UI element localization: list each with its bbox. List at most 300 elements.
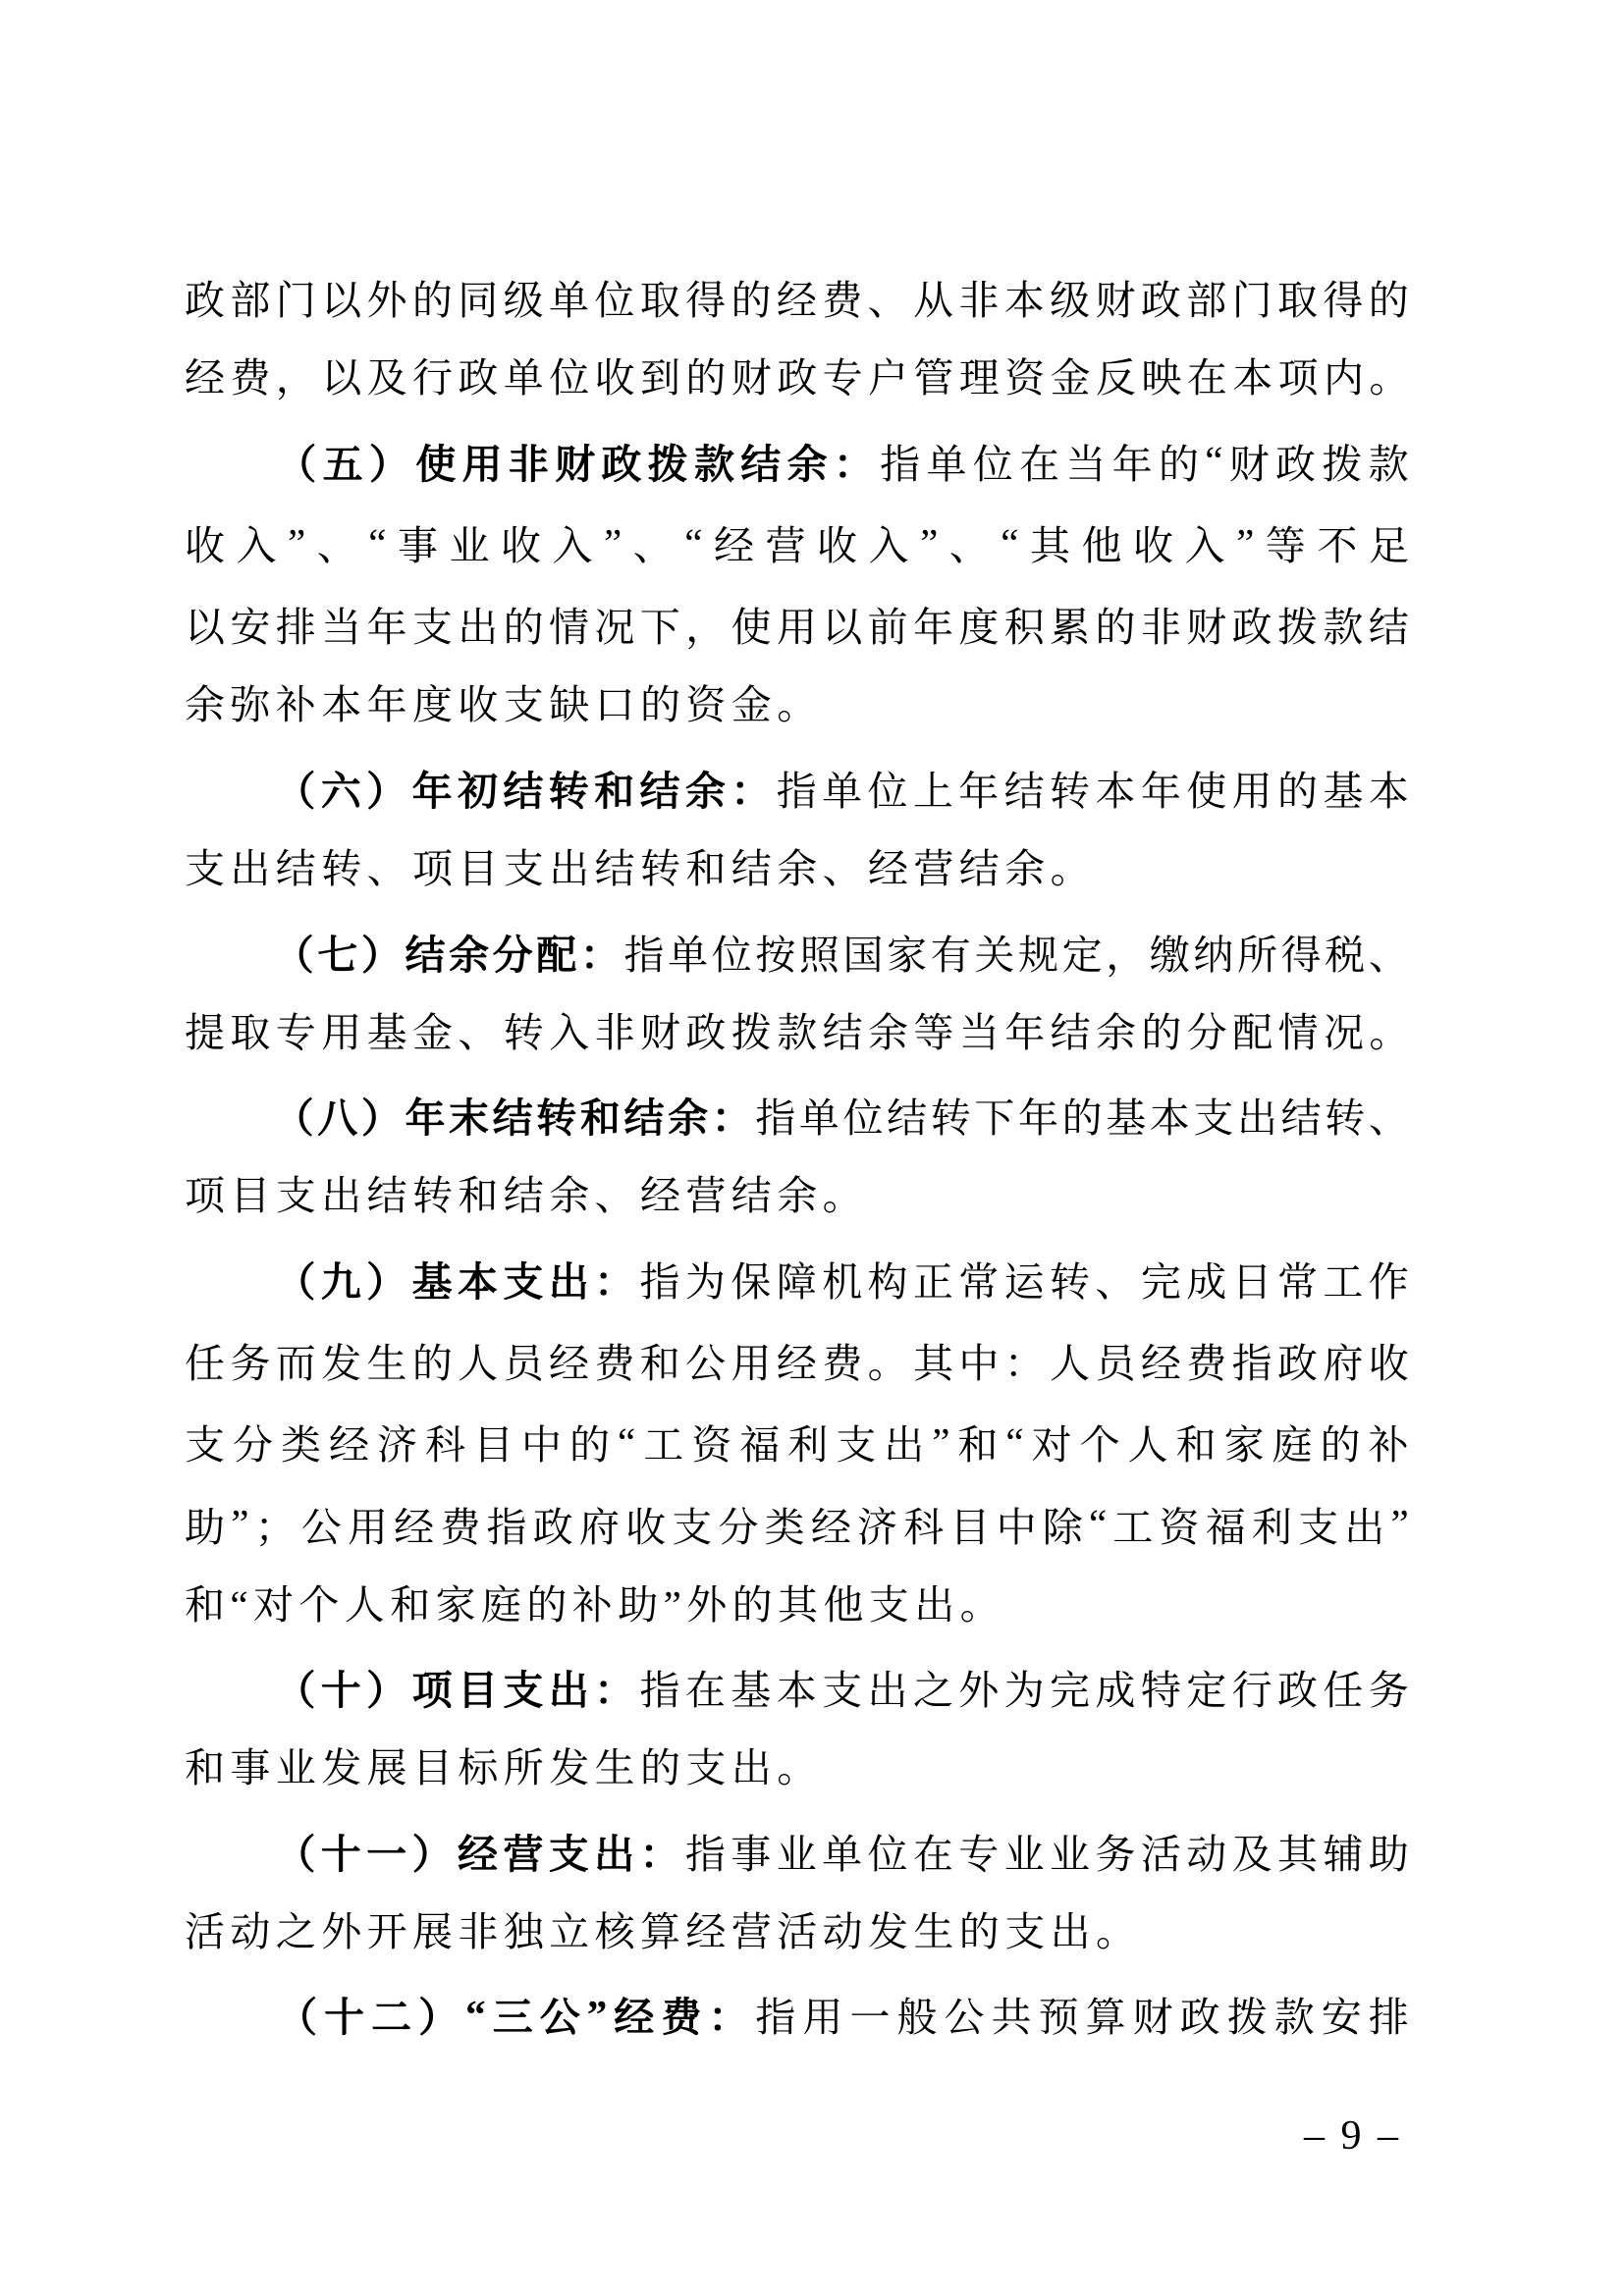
body-text: 安 <box>1321 1995 1362 2041</box>
body-text: 成 <box>1095 1668 1136 1714</box>
body-text: 费 <box>1186 1341 1227 1386</box>
body-text: 年 <box>958 768 1000 814</box>
text-line <box>185 910 1409 991</box>
body-text: 财 <box>1186 605 1227 651</box>
heading-text: ） <box>411 1831 453 1877</box>
text-line <box>185 1646 1409 1728</box>
body-text: 经 <box>776 1341 817 1386</box>
heading-text: ） <box>368 441 409 487</box>
body-text: 、 <box>1095 1258 1136 1305</box>
heading-text: 余 <box>684 768 726 814</box>
body-text: 和事业发展目标所发生的支出。 <box>185 1745 823 1791</box>
heading-text: 结 <box>503 768 544 814</box>
body-text: 关 <box>974 932 1015 978</box>
body-text: 出 <box>458 605 499 651</box>
body-text: 资 <box>1159 1504 1200 1550</box>
body-text: 的 <box>1320 1422 1361 1468</box>
text-line <box>185 1565 1409 1646</box>
body-text: 活动之外开展非独立核算经营活动发生的支出。 <box>185 1908 1142 1954</box>
heading-text: 余 <box>449 932 490 978</box>
heading-text: ） <box>366 768 407 814</box>
body-text: 得 <box>1280 932 1322 978</box>
body-text: 中 <box>996 1504 1037 1550</box>
body-text: “ <box>684 519 703 565</box>
body-text: 前 <box>867 605 908 651</box>
body-text: 科 <box>425 1422 465 1468</box>
body-text: 为 <box>1003 1668 1045 1714</box>
body-text: 提取专用基金、转入非财政拨款结余等当年结余的分配情况。 <box>185 1009 1415 1055</box>
text-line <box>185 747 1409 828</box>
heading-text: 经 <box>457 1831 498 1877</box>
body-text: 结 <box>887 1095 928 1142</box>
heading-text: 转 <box>548 768 589 814</box>
body-text: 支 <box>836 1422 877 1468</box>
body-text: 福 <box>739 1422 781 1468</box>
body-text: 员 <box>1095 1341 1136 1386</box>
body-text: 拨 <box>1226 1995 1268 2041</box>
body-text: 、 <box>867 278 908 324</box>
body-text: 支出结转、项目支出结转和结余、经营结余。 <box>185 846 1096 892</box>
body-text: “ <box>618 1418 636 1465</box>
body-text: 外 <box>366 278 407 324</box>
heading-text: 二 <box>371 1995 412 2041</box>
body-text: 在 <box>1019 441 1060 487</box>
heading-text: 费 <box>661 1995 702 2041</box>
body-text: 共 <box>991 1995 1032 2041</box>
body-text: 本 <box>776 1668 817 1714</box>
body-text: 收 <box>185 523 225 569</box>
heading-text: 初 <box>457 768 498 814</box>
heading-text: （ <box>273 932 314 978</box>
heading-text: 八 <box>317 1095 358 1142</box>
body-text: 年 <box>913 605 953 651</box>
body-text: 年 <box>1140 768 1181 814</box>
body-text: 支 <box>672 1504 713 1550</box>
body-text: 经 <box>714 523 754 569</box>
text-line <box>185 1319 1409 1401</box>
body-text: 工 <box>1112 1504 1154 1550</box>
body-text: 经 <box>776 278 817 324</box>
text-line <box>185 1728 1409 1809</box>
heading-text: 出 <box>548 1258 589 1305</box>
text-line <box>185 1401 1409 1482</box>
body-text: 收 <box>501 523 542 569</box>
body-text: 足 <box>1368 523 1409 569</box>
body-text: 成 <box>1186 1258 1227 1305</box>
body-text: 类 <box>281 1422 321 1468</box>
body-text: 费 <box>822 278 863 324</box>
heading-text: 配 <box>536 932 577 978</box>
body-text: 的 <box>503 605 544 651</box>
body-text: 费 <box>440 1504 481 1550</box>
body-text: “ <box>368 519 387 565</box>
heading-text: ： <box>833 441 874 487</box>
heading-text: 本 <box>457 1258 498 1305</box>
body-text: 作 <box>1368 1258 1409 1305</box>
body-text: 算 <box>1085 1995 1126 2041</box>
body-text: 纳 <box>1193 932 1234 978</box>
paragraph-indent <box>185 460 270 461</box>
body-text: 业 <box>449 523 490 569</box>
body-text: 障 <box>776 1258 817 1305</box>
body-text: 按 <box>755 932 796 978</box>
body-text: 、 <box>1368 932 1409 978</box>
body-text: 、 <box>1368 1095 1409 1142</box>
body-text: ； <box>254 1504 296 1550</box>
body-text: 位 <box>594 278 635 324</box>
body-text: 排 <box>1368 1995 1409 2041</box>
heading-text: （ <box>275 1258 316 1305</box>
body-text: 出 <box>1344 1504 1385 1550</box>
body-text: 的 <box>569 1422 610 1468</box>
body-text: 运 <box>1003 1258 1045 1305</box>
body-text: 人 <box>458 1341 499 1386</box>
body-text: 营 <box>765 523 806 569</box>
body-text: 支 <box>1193 1095 1234 1142</box>
body-text: 、 <box>316 523 357 569</box>
text-line <box>185 502 1409 583</box>
body-text: 度 <box>958 605 1000 651</box>
body-text: 本 <box>1368 768 1409 814</box>
body-text: 府 <box>1323 1341 1364 1386</box>
body-text: 结 <box>1280 1095 1322 1142</box>
body-text: 、 <box>948 523 990 569</box>
heading-text: ） <box>366 1258 407 1305</box>
heading-text: 三 <box>492 1995 533 2041</box>
body-text: 从 <box>913 278 953 324</box>
body-text: 指 <box>639 1668 680 1714</box>
body-text: 在 <box>912 1831 953 1877</box>
body-text: 入 <box>1184 523 1225 569</box>
heading-text: 年 <box>411 768 453 814</box>
body-text: 一 <box>849 1995 891 2041</box>
body-text: 特 <box>1140 1668 1181 1714</box>
paragraph-indent <box>185 787 270 788</box>
body-text: 非 <box>1140 605 1181 651</box>
body-text: 不 <box>1317 523 1358 569</box>
heading-text: ： <box>594 1258 635 1305</box>
body-text: 费 <box>822 1341 863 1386</box>
heading-text: 结 <box>639 768 680 814</box>
body-text: 分 <box>233 1422 273 1468</box>
body-text: 发 <box>321 1341 362 1386</box>
body-text: 其 <box>1276 1831 1318 1877</box>
body-text: 用 <box>731 1341 772 1386</box>
heading-text: 五 <box>322 441 363 487</box>
text-line <box>185 1238 1409 1319</box>
body-text: 和 <box>639 1341 680 1386</box>
paragraph-indent <box>185 1278 270 1279</box>
body-text: 得 <box>1323 278 1364 324</box>
body-text: 行 <box>1231 1668 1272 1714</box>
body-text: 中 <box>958 1341 1000 1386</box>
body-text: 款 <box>1368 441 1409 487</box>
body-text: 和 <box>1175 1422 1217 1468</box>
heading-text: 支 <box>503 1258 544 1305</box>
heading-text: 出 <box>594 1831 635 1877</box>
heading-text: 非 <box>508 441 549 487</box>
body-text: 经费，以及行政单位收到的财政专户管理资金反映在本项内。 <box>185 355 1415 401</box>
body-text: 以 <box>822 605 863 651</box>
body-text: 活 <box>1140 1831 1181 1877</box>
body-text: 基 <box>1323 768 1364 814</box>
body-text: 政 <box>185 278 225 324</box>
body-text: 位 <box>867 768 908 814</box>
body-text: 定 <box>1186 1668 1227 1714</box>
body-text: 费 <box>594 1341 635 1386</box>
body-text: 政 <box>1231 605 1272 651</box>
heading-text: 政 <box>601 441 642 487</box>
body-text: 收 <box>1368 1341 1409 1386</box>
body-text: 及 <box>1231 1831 1272 1877</box>
body-text: 常 <box>1276 1258 1318 1305</box>
body-text: 务 <box>1368 1668 1409 1714</box>
text-line <box>185 583 1409 665</box>
text-line <box>185 338 1415 419</box>
heading-text: 和 <box>594 768 635 814</box>
body-text: 构 <box>867 1258 908 1305</box>
body-text: ， <box>1106 932 1147 978</box>
body-text: “ <box>1005 1418 1024 1465</box>
body-text: 出 <box>884 1422 925 1468</box>
body-text: 单 <box>798 1095 839 1142</box>
body-text: 等 <box>1265 523 1306 569</box>
page-number: – 9 – <box>1304 2113 1401 2159</box>
body-text: 员 <box>503 1341 544 1386</box>
body-text: 济 <box>857 1504 898 1550</box>
body-text: 单 <box>549 278 589 324</box>
body-text: 位 <box>972 441 1013 487</box>
heading-text: 末 <box>449 1095 490 1142</box>
heading-text: （ <box>273 1095 314 1142</box>
body-text: 指 <box>684 1831 726 1877</box>
body-text: 目 <box>949 1504 991 1550</box>
body-text: 中 <box>521 1422 562 1468</box>
heading-text: ： <box>731 768 772 814</box>
body-text: 使 <box>731 605 772 651</box>
body-text: 助 <box>185 1504 225 1550</box>
heading-text: （ <box>276 441 317 487</box>
body-text: 动 <box>1186 1831 1227 1877</box>
body-text: 支 <box>411 605 453 651</box>
body-text: 拨 <box>1277 605 1318 651</box>
body-text: 用 <box>347 1504 388 1550</box>
body-text: 转 <box>1050 1258 1091 1305</box>
body-text: 政 <box>532 1504 573 1550</box>
body-text: 正 <box>912 1258 953 1305</box>
body-text: 机 <box>822 1258 863 1305</box>
body-text: 政 <box>1275 441 1317 487</box>
body-text: 收 <box>1133 523 1174 569</box>
body-text: 本 <box>1095 768 1136 814</box>
body-text: 指 <box>776 768 817 814</box>
heading-text: ： <box>579 932 621 978</box>
body-text: 的 <box>1158 441 1199 487</box>
heading-text: 拨 <box>647 441 688 487</box>
body-text: 人 <box>1050 1341 1091 1386</box>
body-text: 工 <box>1323 1258 1364 1305</box>
heading-text: 财 <box>555 441 596 487</box>
body-text: 而 <box>275 1341 316 1386</box>
heading-text: ） <box>418 1995 460 2041</box>
body-text: 预 <box>1038 1995 1079 2041</box>
text-line <box>185 256 1409 338</box>
body-text: 年 <box>366 605 407 651</box>
body-text: 收 <box>817 523 858 569</box>
body-text: 以 <box>321 278 362 324</box>
body-text: 和“对个人和家庭的补助”外的其他支出。 <box>185 1581 1005 1628</box>
body-text: 指 <box>755 1095 796 1142</box>
body-text: 工 <box>643 1422 684 1468</box>
body-text: 的 <box>411 1341 453 1386</box>
body-text: 转 <box>1050 768 1091 814</box>
body-text: 务 <box>1095 1831 1136 1877</box>
body-text: 家 <box>1223 1422 1265 1468</box>
body-text: ” <box>231 1501 249 1547</box>
body-text: 门 <box>275 278 316 324</box>
body-text: 人 <box>1127 1422 1168 1468</box>
body-text: 的 <box>411 278 453 324</box>
heading-text: 七 <box>317 932 358 978</box>
body-text: “ <box>1001 519 1019 565</box>
body-text: 。 <box>867 1341 908 1386</box>
text-line <box>185 1810 1409 1892</box>
body-text: 单 <box>668 932 709 978</box>
body-text: 级 <box>503 278 544 324</box>
body-text: ， <box>685 605 727 651</box>
body-text: 用 <box>776 605 817 651</box>
body-text: 、 <box>632 523 674 569</box>
body-text: 同 <box>458 278 499 324</box>
body-text: 政 <box>1276 1668 1318 1714</box>
body-text: 任 <box>185 1341 225 1386</box>
body-text: 入 <box>236 523 277 569</box>
heading-text: 使 <box>415 441 457 487</box>
body-text: 本 <box>1003 278 1045 324</box>
body-text: 用 <box>802 1995 843 2041</box>
body-text: 类 <box>764 1504 805 1550</box>
body-text: “ <box>1205 438 1223 484</box>
body-text: 和 <box>957 1422 999 1468</box>
body-text: 公 <box>685 1341 727 1386</box>
body-text: 排 <box>275 605 316 651</box>
body-text: 安 <box>230 605 271 651</box>
body-text: 拨 <box>1322 441 1363 487</box>
body-text: 分 <box>718 1504 759 1550</box>
body-text: 完 <box>1050 1668 1091 1714</box>
heading-text: “ <box>465 1991 486 2037</box>
text-line <box>185 1074 1409 1155</box>
body-text: 取 <box>1277 278 1318 324</box>
body-text: 位 <box>867 1831 908 1877</box>
heading-text: 用 <box>461 441 503 487</box>
body-text: 财 <box>1095 278 1136 324</box>
heading-text: （ <box>275 1831 316 1877</box>
heading-text: （ <box>275 768 316 814</box>
heading-text: 十 <box>320 1831 361 1877</box>
body-text: 业 <box>776 1831 817 1877</box>
body-text: 当 <box>1065 441 1107 487</box>
heading-text: 结 <box>623 1095 665 1142</box>
body-text: 位 <box>842 1095 884 1142</box>
body-text: 生 <box>366 1341 407 1386</box>
body-text: 务 <box>230 1341 271 1386</box>
body-text: 个 <box>1079 1422 1120 1468</box>
body-text: 之 <box>912 1668 953 1714</box>
body-text: 指 <box>486 1504 527 1550</box>
body-text: 经 <box>810 1504 851 1550</box>
body-text: 年 <box>1017 1095 1058 1142</box>
body-text: 家 <box>887 932 928 978</box>
body-text: ” <box>932 1418 950 1465</box>
body-text: 外 <box>958 1668 1000 1714</box>
body-text: 累 <box>1050 605 1091 651</box>
heading-text: 出 <box>548 1668 589 1714</box>
heading-text: ” <box>586 1991 608 2037</box>
body-text: 除 <box>1042 1504 1083 1550</box>
heading-text: 十 <box>324 1995 365 2041</box>
body-text: 支 <box>1298 1504 1339 1550</box>
body-text: 支 <box>822 1668 863 1714</box>
heading-text: （ <box>277 1995 318 2041</box>
body-text: 公 <box>300 1504 342 1550</box>
body-text: 出 <box>867 1668 908 1714</box>
text-line <box>185 1973 1409 2055</box>
body-text: 定 <box>1061 932 1103 978</box>
heading-text: ： <box>708 1995 749 2041</box>
body-text: 完 <box>1140 1258 1181 1305</box>
heading-text: 基 <box>411 1258 453 1305</box>
body-text: 财 <box>1228 441 1270 487</box>
body-text: 位 <box>711 932 752 978</box>
body-text: 助 <box>1368 1831 1409 1877</box>
body-text: 为 <box>684 1258 726 1305</box>
body-text: 政 <box>1140 278 1181 324</box>
body-text: ： <box>1003 1341 1045 1386</box>
body-text: 用 <box>1231 768 1272 814</box>
body-text: 收 <box>625 1504 667 1550</box>
body-text: 余弥补本年度收支缺口的资金。 <box>185 682 823 728</box>
heading-text: 支 <box>503 1668 544 1714</box>
body-text: 府 <box>578 1504 620 1550</box>
body-text: 保 <box>731 1258 772 1305</box>
body-text: 指 <box>1231 1341 1272 1386</box>
body-text: 经 <box>329 1422 369 1468</box>
body-text: 单 <box>926 441 967 487</box>
body-text: 当 <box>321 605 362 651</box>
body-text: 辅 <box>1323 1831 1364 1877</box>
body-text: 项目支出结转和结余、经营结余。 <box>185 1173 868 1219</box>
paragraph-indent <box>185 951 270 952</box>
heading-text: 转 <box>536 1095 577 1142</box>
body-text: 事 <box>731 1831 772 1877</box>
text-line <box>185 1155 1409 1237</box>
paragraph-indent <box>185 1850 270 1851</box>
text-line <box>185 828 1409 910</box>
body-text: 况 <box>594 605 635 651</box>
body-text: 入 <box>868 523 909 569</box>
document-lines <box>185 256 1415 2056</box>
body-text: 补 <box>1368 1422 1409 1468</box>
body-text: 税 <box>1325 932 1366 978</box>
paragraph-indent <box>185 2013 270 2014</box>
text-line <box>185 665 1409 746</box>
body-text: 的 <box>1095 605 1136 651</box>
heading-text: 结 <box>492 1095 533 1142</box>
body-text: 经 <box>549 1341 589 1386</box>
body-text: ” <box>1390 1501 1409 1547</box>
body-text: 所 <box>1237 932 1278 978</box>
